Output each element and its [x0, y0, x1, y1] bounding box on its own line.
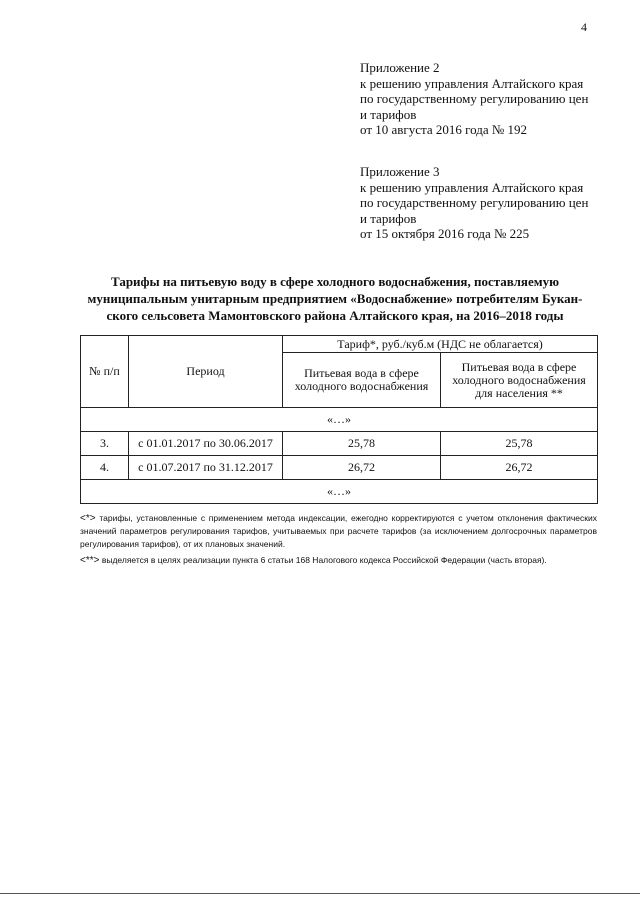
footnote-2-mark: <**> — [80, 555, 100, 566]
footnote-1-mark: <*> — [80, 513, 96, 524]
page-number: 4 — [581, 20, 587, 34]
row-value-1: 25,78 — [283, 432, 441, 456]
row-period: с 01.07.2017 по 31.12.2017 — [129, 456, 283, 480]
title-line: ского сельсовета Мамонтовского района Алтайского края, на 2016–2018 годы — [106, 308, 564, 323]
row-value-1: 26,72 — [283, 456, 441, 480]
document-title — [70, 273, 600, 324]
row-num: 4. — [81, 456, 129, 480]
ellipsis-cell: «…» — [81, 408, 598, 432]
appendix-line: от 10 августа 2016 года № 192 — [360, 122, 528, 137]
footnote-1 — [80, 512, 597, 551]
row-period: с 01.01.2017 по 30.06.2017 — [129, 432, 283, 456]
appendix-line: и тарифов — [360, 106, 417, 122]
table-row-ellipsis — [81, 408, 598, 432]
appendix-line: к решению управления Алтайского края — [360, 75, 584, 91]
title-line: муниципальным унитарным предприятием «Водоснабжение» потребителям Букан- — [87, 291, 583, 306]
ellipsis-cell: «…» — [81, 480, 598, 504]
row-value-2: 25,78 — [441, 432, 598, 456]
appendix-line: Приложение 2 — [360, 60, 440, 75]
footnotes — [80, 512, 597, 570]
row-num: 3. — [81, 432, 129, 456]
appendix-2-header — [360, 60, 588, 138]
footnote-1-text: тарифы, установленные с применением метода индексации, ежегодно корректируются с учетом отклонения фактических значений параметров регулирования тарифов, учитываемых при расчете тарифов (за исключением долгосрочных параметров регулирования тарифов), от их плановых значений. — [80, 513, 597, 549]
appendix-line: и тарифов — [360, 210, 417, 226]
table-header-row — [81, 336, 598, 353]
appendix-3-header — [360, 164, 588, 242]
title-line: Тарифы на питьевую воду в сфере холодного водоснабжения, поставляемую — [110, 274, 560, 289]
table-row — [81, 432, 598, 456]
appendix-line: к решению управления Алтайского края — [360, 179, 584, 195]
header-drinking-water: Питьевая вода в сфере холодного водоснабжения — [283, 353, 441, 408]
page-bottom-rule — [0, 893, 640, 894]
tariff-table — [80, 335, 598, 504]
footnote-2-text: выделяется в целях реализации пункта 6 статьи 168 Налогового кодекса Российской Федерации (часть вторая). — [101, 555, 547, 565]
table-row-ellipsis — [81, 480, 598, 504]
footnote-2 — [80, 554, 597, 567]
appendix-line: от 15 октября 2016 года № 225 — [360, 226, 530, 241]
table-row — [81, 456, 598, 480]
header-num: № п/п — [81, 336, 129, 408]
appendix-line: Приложение 3 — [360, 164, 440, 179]
header-period: Период — [129, 336, 283, 408]
appendix-line: по государственному регулированию цен — [360, 195, 589, 210]
header-drinking-water-population: Питьевая вода в сфере холодного водоснабжения для населения ** — [441, 353, 598, 408]
header-tariff: Тариф*, руб./куб.м (НДС не облагается) — [283, 336, 598, 353]
row-value-2: 26,72 — [441, 456, 598, 480]
appendix-line: по государственному регулированию цен — [360, 91, 589, 106]
